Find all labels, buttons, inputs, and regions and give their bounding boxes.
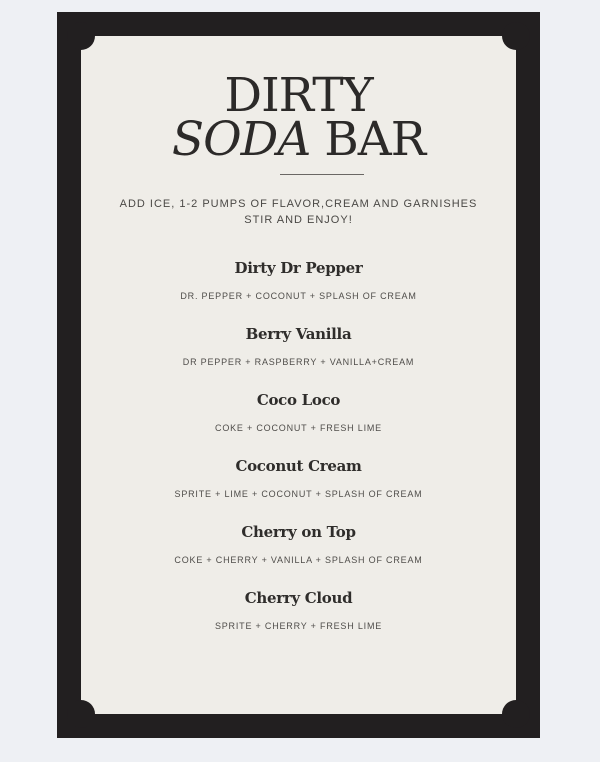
- instructions-line1: ADD ICE, 1-2 PUMPS OF FLAVOR,CREAM AND GARNISHES: [119, 198, 478, 210]
- drink-name: Cherry on Top: [241, 523, 356, 541]
- drink-name: Cherry Cloud: [244, 589, 353, 607]
- drink-item: [81, 456, 516, 500]
- menu-title-soda: SODA: [171, 112, 311, 167]
- drink-description: DR PEPPER + RASPBERRY + VANILLA+CREAM: [182, 357, 415, 367]
- corner-notch-bottom-right: [502, 700, 530, 728]
- drink-description: DR. PEPPER + COCONUT + SPLASH OF CREAM: [180, 291, 417, 301]
- menu-title-line2: [81, 114, 516, 166]
- drink-item: [81, 390, 516, 434]
- menu-frame: [57, 12, 540, 738]
- drink-name: Dirty Dr Pepper: [234, 259, 363, 277]
- instructions-line2: STIR AND ENJOY!: [244, 214, 353, 226]
- drink-name: Berry Vanilla: [245, 325, 352, 343]
- drink-item: [81, 324, 516, 368]
- drink-description: SPRITE + LIME + COCONUT + SPLASH OF CREAM: [174, 489, 423, 499]
- drink-name: Coco Loco: [256, 391, 341, 409]
- menu-title-line1: DIRTY: [224, 68, 373, 123]
- title-divider: [280, 174, 364, 175]
- drink-item: [81, 522, 516, 566]
- corner-notch-top-left: [67, 22, 95, 50]
- corner-notch-top-right: [502, 22, 530, 50]
- menu-title-bar: BAR: [324, 112, 426, 167]
- drink-description: COKE + COCONUT + FRESH LIME: [215, 423, 382, 433]
- corner-notch-bottom-left: [67, 700, 95, 728]
- menu-card: [81, 36, 516, 714]
- drink-item: [81, 588, 516, 632]
- drink-description: SPRITE + CHERRY + FRESH LIME: [214, 621, 383, 631]
- drink-description: COKE + CHERRY + VANILLA + SPLASH OF CREAM: [174, 555, 423, 565]
- menu-instructions: [101, 196, 496, 228]
- drink-name: Coconut Cream: [235, 457, 362, 475]
- drink-item: [81, 258, 516, 302]
